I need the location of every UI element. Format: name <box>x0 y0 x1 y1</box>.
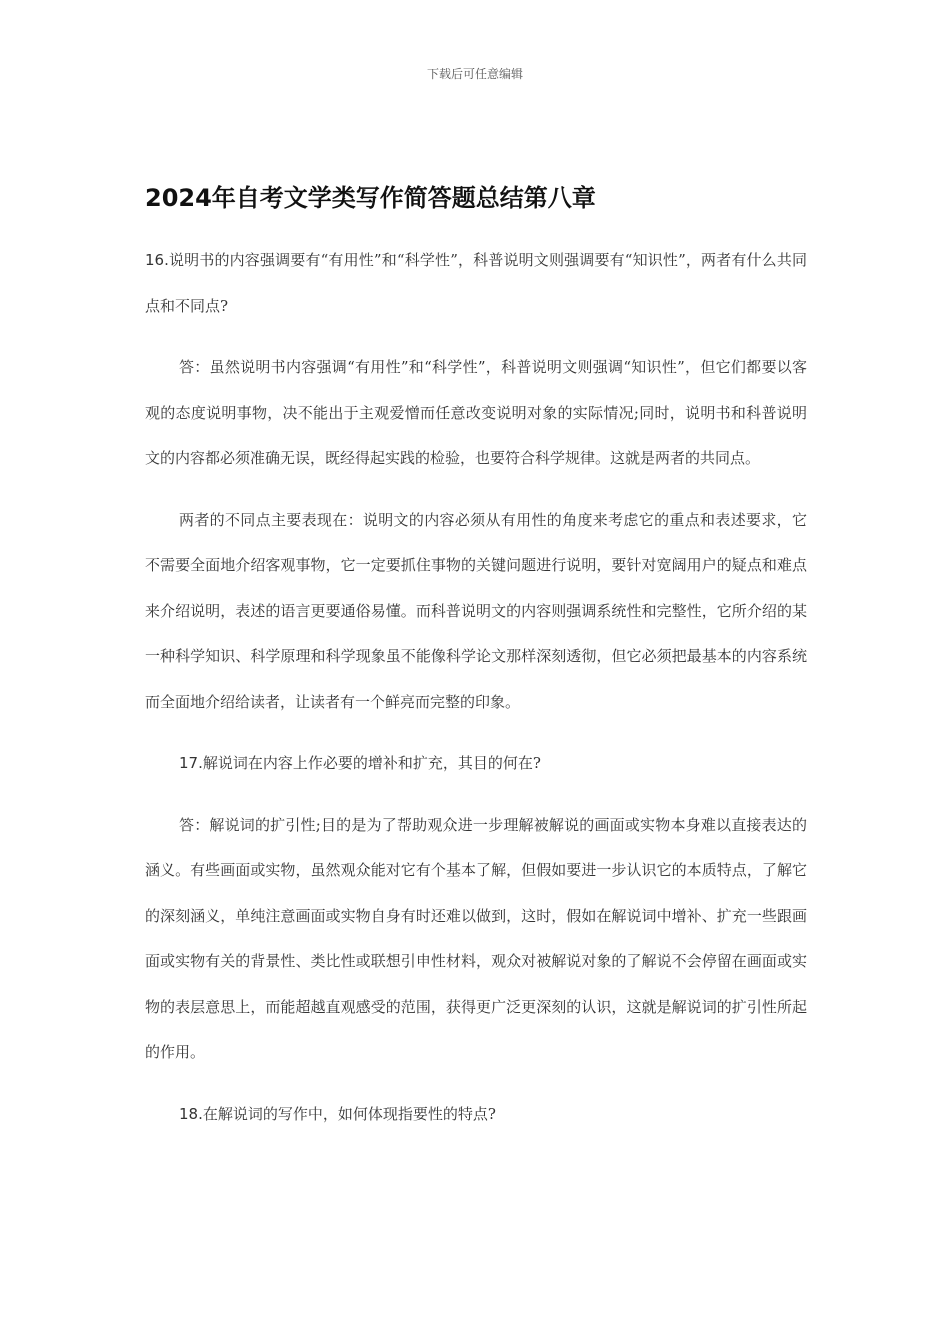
question-16-number: 16. <box>145 251 169 269</box>
answer-16-paragraph-1: 答：虽然说明书内容强调“有用性”和“科学性”，科普说明文则强调“知识性”，但它们都要以客观的态度说明事物，决不能出于主观爱憎而任意改变说明对象的实际情况;同时，说明书和科普说明文的内容都必须准确无误，既经得起实践的检验，也要符合科学规律。这就是两者的共同点。 <box>145 358 807 467</box>
question-16-text: 说明书的内容强调要有“有用性”和“科学性”，科普说明文则强调要有“知识性”，两者有什么共同点和不同点? <box>145 251 807 315</box>
paragraph-gap <box>145 725 807 741</box>
question-16 <box>145 238 807 329</box>
document-body <box>145 238 807 1137</box>
answer-16-paragraph-2: 两者的不同点主要表现在：说明文的内容必须从有用性的角度来考虑它的重点和表述要求，它不需要全面地介绍客观事物，它一定要抓住事物的关键问题进行说明，要针对宽阔用户的疑点和难点来介绍说明，表述的语言更要通俗易懂。而科普说明文的内容则强调系统性和完整性，它所介绍的某一种科学知识、科学原理和科学现象虽不能像科学论文那样深刻透彻，但它必须把最基本的内容系统而全面地介绍给读者，让读者有一个鲜亮而完整的印象。 <box>145 510 807 711</box>
question-18 <box>145 1092 807 1138</box>
answer-17: 答：解说词的扩引性;目的是为了帮助观众进一步理解被解说的画面或实物本身难以直接表达的涵义。有些画面或实物，虽然观众能对它有个基本了解，但假如要进一步认识它的本质特点，了解它的深刻涵义，单纯注意画面或实物自身有时还难以做到，这时，假如在解说词中增补、扩充一些跟画面或实物有关的背景性、类比性或联想引申性材料，观众对被解说对象的了解说不会停留在画面或实物的表层意思上，而能超越直观感受的范围，获得更广泛更深刻的认识，这就是解说词的扩引性所起的作用。 <box>145 815 807 1061</box>
paragraph-gap <box>145 1076 807 1092</box>
question-17-text: 解说词在内容上作必要的增补和扩充，其目的何在? <box>202 754 541 772</box>
question-18-number: 18. <box>179 1104 203 1123</box>
paragraph-gap <box>145 787 807 803</box>
paragraph-gap <box>145 482 807 498</box>
question-17 <box>145 741 807 787</box>
header-note: 下载后可任意编辑 <box>426 67 523 81</box>
question-18-text: 在解说词的写作中，如何体现指要性的特点? <box>202 1104 496 1123</box>
document-title: 2024年自考文学类写作简答题总结第八章 <box>145 184 596 212</box>
paragraph-gap <box>145 329 807 345</box>
question-17-number: 17. <box>179 754 203 772</box>
